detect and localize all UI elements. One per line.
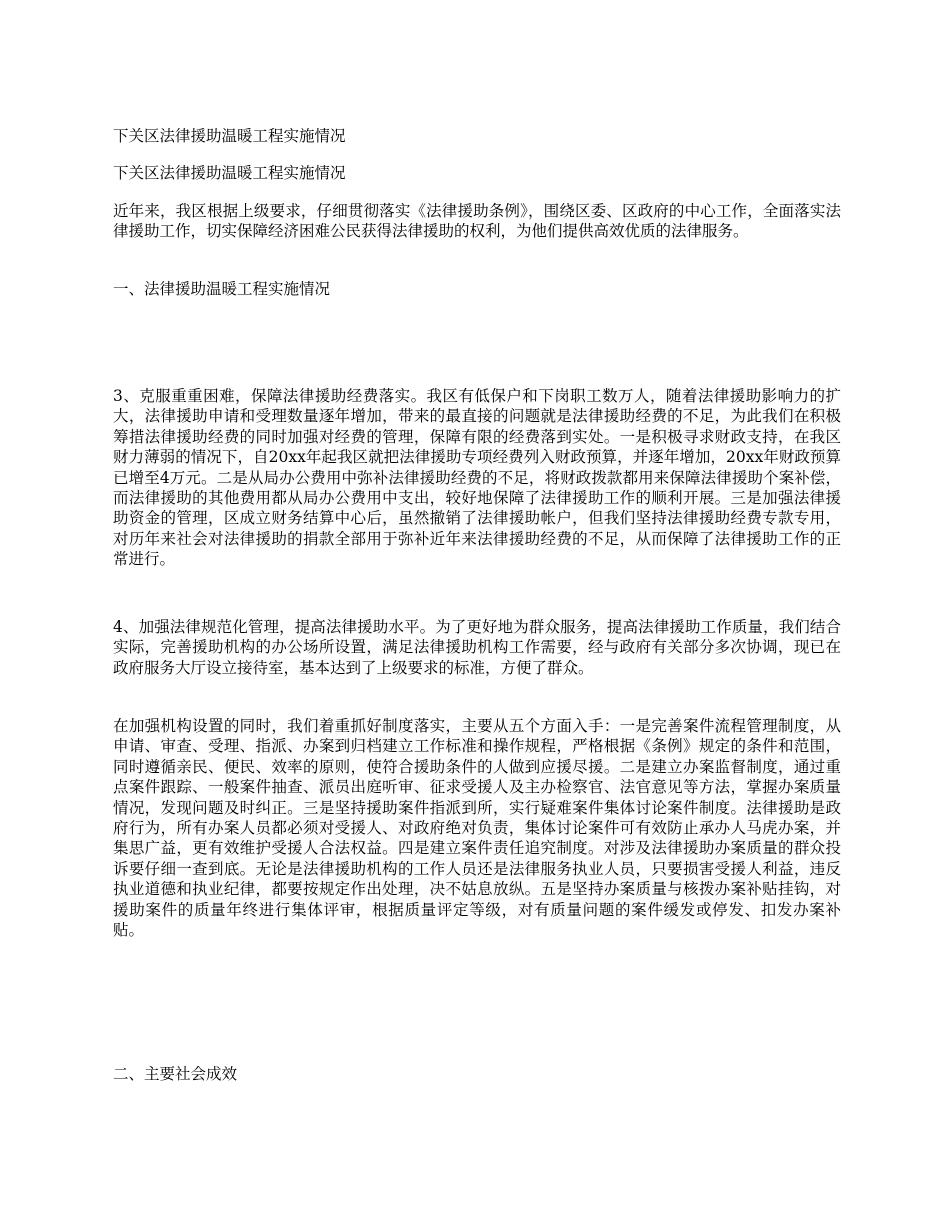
paragraph-5: 在加强机构设置的同时，我们着重抓好制度落实，主要从五个方面入手：一是完善案件流程管理制度，从申请、审查、受理、指派、办案到归档建立工作标准和操作规程，严格根据《条例》规定的条件和范围，同时遵循亲民、便民、效率的原则，使符合援助条件的人做到应援尽援。二是建立办案监督制度，通过重点案件跟踪、一般案件抽查、派员出庭听审、征求受援人及主办检察官、法官意见等方法，掌握办案质量情况，发现问题及时纠正。三是坚持援助案件指派到所，实行疑难案件集体讨论案件制度。法律援助是政府行为，所有办案人员都必须对受援人、对政府绝对负责，集体讨论案件可有效防止承办人马虎办案，并集思广益，更有效维护受援人合法权益。四是建立案件责任追究制度。对涉及法律援助办案质量的群众投诉要仔细一查到底。无论是法律援助机构的工作人员还是法律服务执业人员，只要损害受援人利益，违反执业道德和执业纪律，都要按规定作出处理，决不姑息放纵。五是坚持办案质量与核拨办案补贴挂钩，对援助案件的质量年终进行集体评审，根据质量评定等级，对有质量问题的案件缓发或停发、扣发办案补贴。 xyxy=(113,717,841,940)
paragraph-4: 4、加强法律规范化管理，提高法律援助水平。为了更好地为群众服务，提高法律援助工作质量，我们结合实际，完善援助机构的办公场所设置，满足法律援助机构工作需要，经与政府有关部分多次协调，现已在政府服务大厅设立接待室，基本达到了上级要求的标准，方便了群众。 xyxy=(113,618,841,677)
paragraph-3: 3、克服重重困难，保障法律援助经费落实。我区有低保户和下岗职工数万人，随着法律援助影响力的扩大，法律援助申请和受理数量逐年增加，带来的最直接的问题就是法律援助经费的不足，为此我们在积极筹措法律援助经费的同时加强对经费的管理，保障有限的经费落到实处。一是积极寻求财政支持，在我区财力薄弱的情况下，自20xx年起我区就把法律援助专项经费列入财政预算，并逐年增加，20xx年财政预算已增至4万元。二是从局办公费用中弥补法律援助经费的不足，将财政拨款都用来保障法律援助个案补偿，而法律援助的其他费用都从局办公费用中支出，较好地保障了法律援助工作的顺利开展。三是加强法律援助资金的管理，区成立财务结算中心后，虽然撤销了法律援助帐户，但我们坚持法律援助经费专款专用，对历年来社会对法律援助的捐款全部用于弥补近年来法律援助经费的不足，从而保障了法律援助工作的正常进行。 xyxy=(113,387,841,569)
intro-paragraph: 近年来，我区根据上级要求，仔细贯彻落实《法律援助条例》，围绕区委、区政府的中心工作，全面落实法律援助工作，切实保障经济困难公民获得法律援助的权利，为他们提供高效优质的法律服务。 xyxy=(113,202,841,241)
section-heading-2: 二、主要社会成效 xyxy=(113,1065,238,1083)
document-title: 下关区法律援助温暖工程实施情况 xyxy=(113,127,346,145)
section-heading-1: 一、法律援助温暖工程实施情况 xyxy=(113,280,331,298)
document-subtitle: 下关区法律援助温暖工程实施情况 xyxy=(113,164,346,182)
